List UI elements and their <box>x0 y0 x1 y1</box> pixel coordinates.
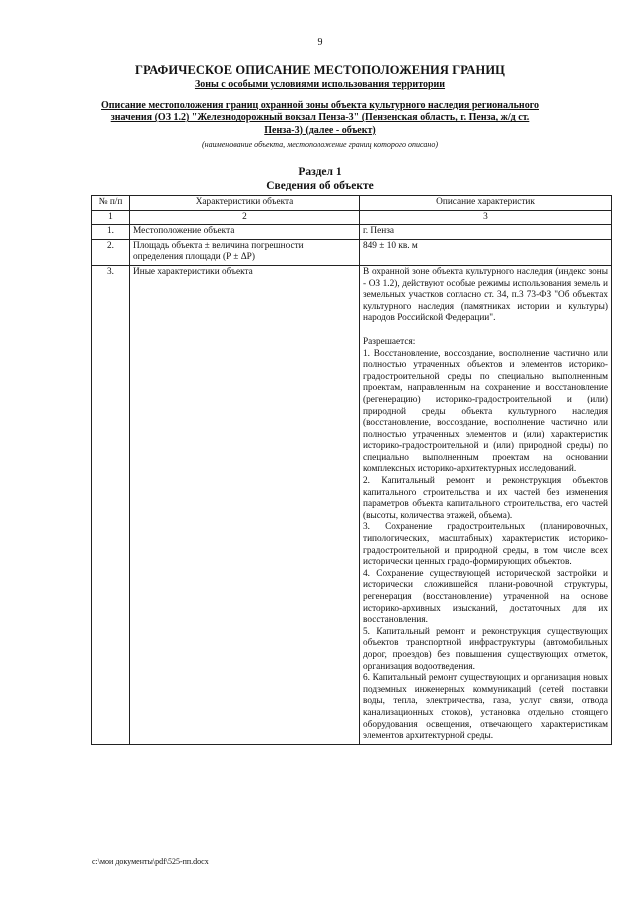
table-row <box>92 239 612 265</box>
object-description-text: Описание местоположения границ охранной зоны объекта культурного наследия регионального значения (ОЗ 1.2) "Железнодорожный вокзал Пенза-3" (Пензенская область, г. Пенза, ж/д ст. Пенза-3) (далее - объект) <box>101 100 539 136</box>
description-paragraph: 6. Капитальный ремонт существующих и организация новых подземных инженерных коммуникаций (сетей поставки воды, тепла, электричества, газа, услуг связи, отвода канализационных стоков), установка отдельно стоящего оборудования освещения, отвечающего характеристикам элементов архитектурной среды. <box>363 673 608 742</box>
object-description <box>100 100 540 137</box>
section-title: Раздел 1 <box>298 166 342 178</box>
table-row <box>92 225 612 240</box>
row-characteristic: Местоположение объекта <box>130 225 360 240</box>
table-header-row <box>92 196 612 211</box>
row-description <box>360 265 612 744</box>
object-info-table <box>91 195 612 745</box>
description-paragraph: Разрешается: <box>363 336 416 347</box>
table-column-numbers-row <box>92 210 612 225</box>
description-paragraph: 1. Восстановление, воссоздание, восполнение частично или полностью утраченных объектов и элементов историко-градостроительной среды по специально выполненным проектам, направленным на сохранение и восстановление (регенерацию) историко-градостроительной и (или) природной среды объекта культурного наследия (восстановление, воссоздание, восполнение частично или полностью утраченных элементов и (или) характеристик историко-градостроительной и (или) природной среды) по специально выполненным проектам на основании комплексных историко-архитектурных исследований. <box>363 348 608 475</box>
page-number: 9 <box>317 37 323 48</box>
description-paragraph: 3. Сохранение градостроительных (планировочных, типологических, масштабных) характеристик историко-градостроительной и природной среды, в том числе всех исторически ценных градо-формирующих объектов. <box>363 522 608 568</box>
table-row <box>92 265 612 744</box>
object-note: (наименование объекта, местоположение границ которого описано) <box>201 140 438 149</box>
row-characteristic: Иные характеристики объекта <box>130 265 360 744</box>
column-number: 3 <box>360 210 612 225</box>
row-characteristic: Площадь объекта ± величина погрешности определения площади (P ± ΔP) <box>130 239 360 265</box>
row-number: 1. <box>92 225 130 240</box>
document-subtitle: Зоны с особыми условиями использования территории <box>194 79 446 90</box>
description-paragraph: В охранной зоне объекта культурного наследия (индекс зоны - ОЗ 1.2), действуют особые режимы использования земель и земельных участков согласно ст. 34, п.3 73-ФЗ "Об объектах культурного наследия (памятниках истории и культуры) народов Российской Федерации". <box>363 266 608 324</box>
description-paragraph: 2. Капитальный ремонт и реконструкция объектов капитального строительства и их частей без изменения параметров объекта капитального строительства, его частей (высоты, количества этажей, объема). <box>363 476 608 521</box>
header-description: Описание характеристик <box>360 196 612 211</box>
document-title: ГРАФИЧЕСКОЕ ОПИСАНИЕ МЕСТОПОЛОЖЕНИЯ ГРАНИЦ <box>135 63 505 77</box>
row-value: г. Пенза <box>360 225 612 240</box>
section-subtitle: Сведения об объекте <box>266 180 374 192</box>
row-number: 2. <box>92 239 130 265</box>
paragraph-gap <box>363 325 608 337</box>
description-paragraph: 4. Сохранение существующей исторической застройки и исторически сложившейся плани-ровочной структуры, регенерация (восстановление) утраченной на основе историко-архивных изысканий, достаточных для их восстановления. <box>363 568 608 626</box>
description-paragraph: 5. Капитальный ремонт и реконструкция существующих объектов транспортной инфраструктуры (автомобильных дорог, проездов) без повышения существующих отметок, организация водоотведения. <box>363 626 608 672</box>
footer-file-path: c:\мои документы\pdf\525-пп.docx <box>92 857 209 866</box>
row-number: 3. <box>92 265 130 744</box>
header-number: № п/п <box>92 196 130 211</box>
column-number: 2 <box>130 210 360 225</box>
column-number: 1 <box>92 210 130 225</box>
row-value: 849 ± 10 кв. м <box>360 239 612 265</box>
header-characteristics: Характеристики объекта <box>130 196 360 211</box>
